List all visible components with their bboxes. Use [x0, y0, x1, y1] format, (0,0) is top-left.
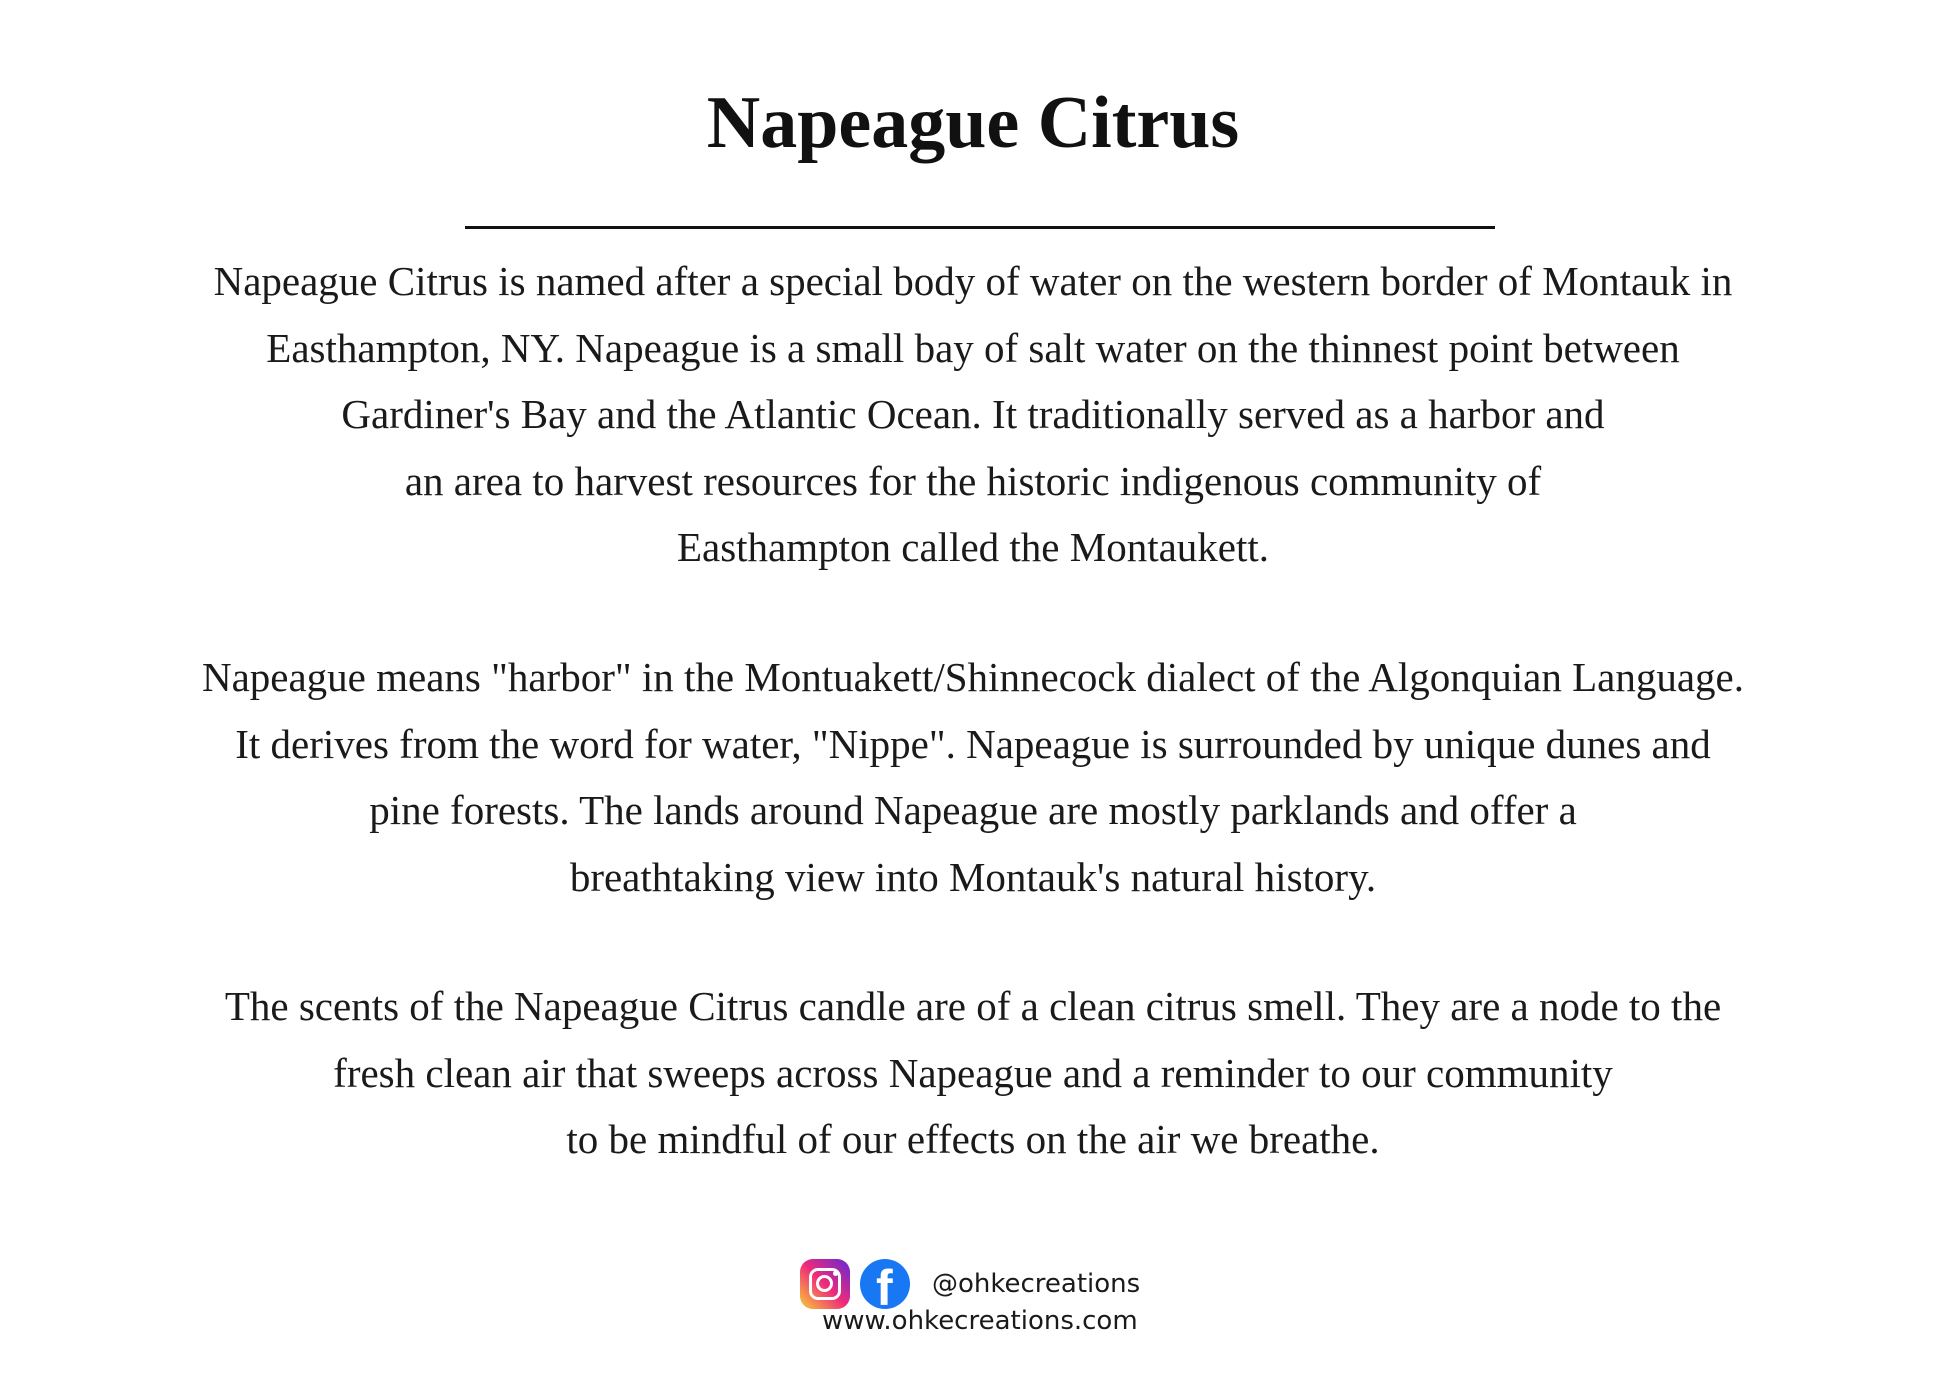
paragraph-origin [40, 248, 1906, 581]
title-divider [465, 226, 1495, 229]
paragraph-line: It derives from the word for water, "Nippe". Napeague is surrounded by unique dunes and [235, 720, 1711, 767]
social-row [800, 1258, 1140, 1310]
instagram-icon[interactable] [800, 1259, 850, 1309]
paragraph-line: breathtaking view into Montauk's natural history. [569, 853, 1377, 900]
paragraph-line: Napeague means "harbor" in the Montuakett/Shinnecock dialect of the Algonquian Language. [201, 654, 1745, 700]
website-link[interactable]: www.ohkecreations.com [822, 1306, 1138, 1336]
paragraph-meaning [40, 644, 1906, 910]
social-handle: @ohkecreations [932, 1269, 1141, 1299]
paragraph-line: Gardiner's Bay and the Atlantic Ocean. It traditionally served as a harbor and [341, 391, 1605, 437]
paragraph-line: to be mindful of our effects on the air we breathe. [566, 1116, 1380, 1162]
paragraph-line: The scents of the Napeague Citrus candle are of a clean citrus smell. They are a node to the [224, 983, 1722, 1029]
paragraph-line: Easthampton, NY. Napeague is a small bay of salt water on the thinnest point between [266, 324, 1680, 371]
facebook-icon[interactable]: f [860, 1259, 910, 1309]
paragraph-scents [40, 973, 1906, 1173]
paragraph-line: pine forests. The lands around Napeague are mostly parklands and offer a [369, 787, 1577, 833]
paragraph-line: fresh clean air that sweeps across Napeague and a reminder to our community [333, 1049, 1613, 1096]
paragraph-line: Napeague Citrus is named after a special body of water on the western border of Montauk in [213, 258, 1733, 304]
paragraph-line: Easthampton called the Montaukett. [676, 524, 1270, 570]
paragraph-line: an area to harvest resources for the historic indigenous community of [404, 457, 1542, 504]
footer [0, 1258, 1946, 1358]
page-title: Napeague Citrus [706, 82, 1240, 164]
